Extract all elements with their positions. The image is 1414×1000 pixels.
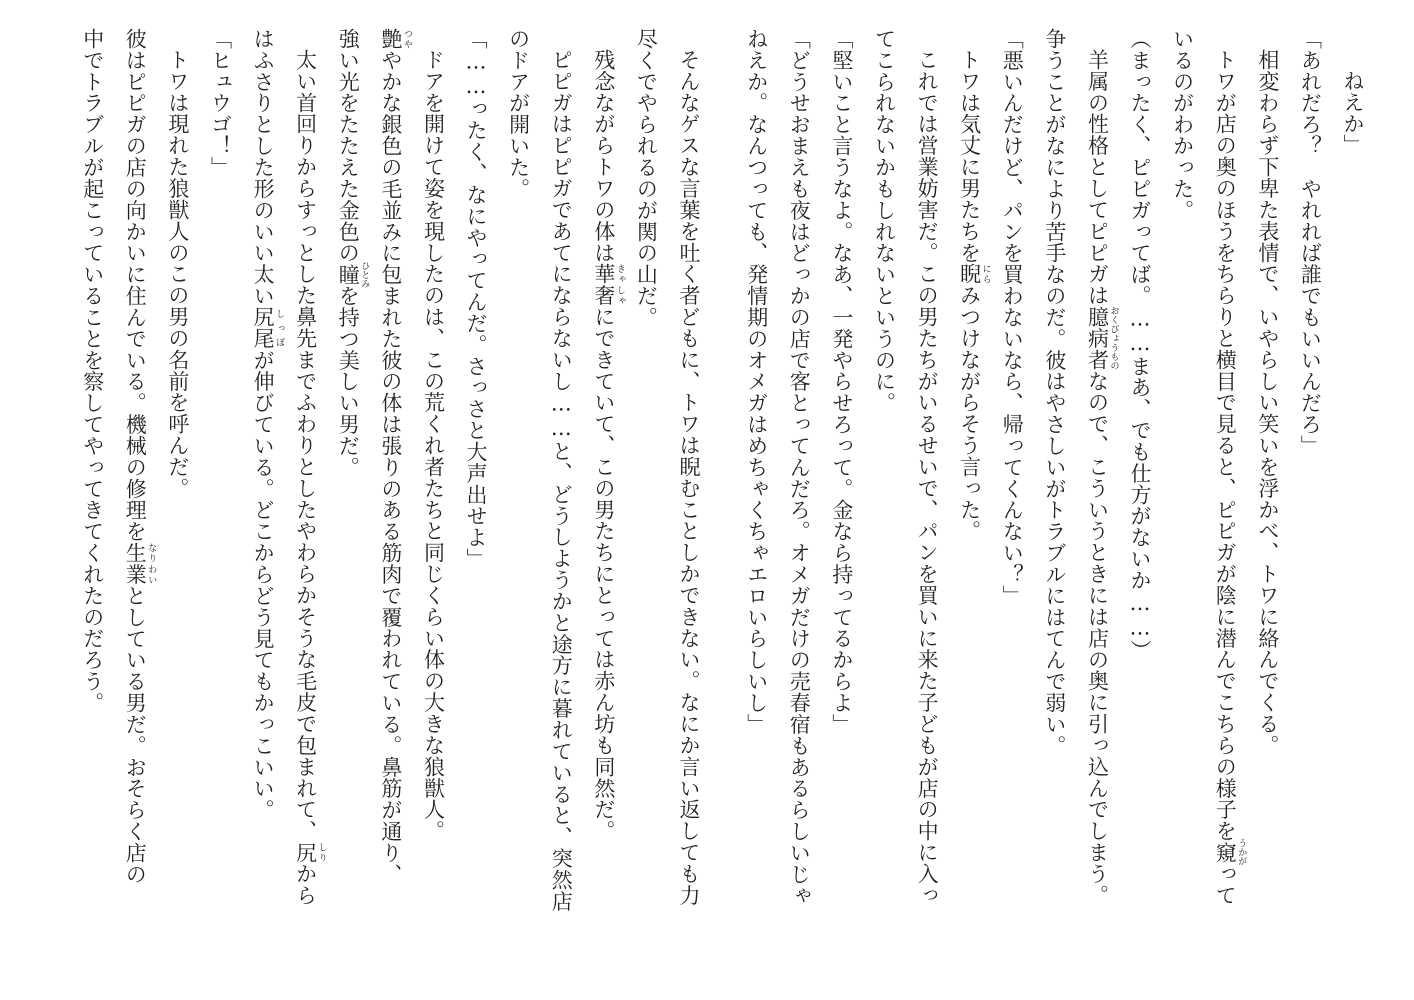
line-text: ねえか」: [1341, 70, 1365, 156]
text-line: [625, 28, 668, 978]
text-line: [863, 28, 906, 978]
line-text: そんなゲスな言葉を吐く者どもに、トワは睨むことしかできない。なにか言い返しても力: [677, 49, 701, 906]
ruby-word: 睨 にら: [957, 263, 991, 285]
text-line: [241, 28, 284, 978]
ruby-word: 華奢 きゃしゃ: [591, 263, 625, 307]
line-text: のドアが開いた。: [506, 28, 531, 200]
line-text: 争うことがなにより苦手なのだ。彼はやさしいがトラブルにはてんで弱い。: [1042, 28, 1067, 757]
ruby-word: 尻尾 しっぽ: [251, 306, 285, 350]
text-line: [582, 28, 625, 978]
text-line: [412, 28, 455, 978]
ruby-word: 尻 しり: [293, 841, 327, 863]
line-text-after: みつけながらそう言った。: [957, 284, 982, 542]
ruby-reading: うかが: [1236, 838, 1247, 866]
ruby-word: 艶 つや: [378, 28, 412, 50]
line-text: 尽くでやられるのが関の山だ。: [634, 28, 659, 328]
line-text: 残念ながらトワの体は: [591, 49, 616, 264]
line-text: 彼はピピガの店の向かいに住んでいる。機械の修理を: [123, 28, 148, 543]
line-text: 「堅いこと言うなよ。なあ、一発やらせろって。金なら持ってるからよ」: [829, 28, 854, 735]
line-text-after: が伸びている。どこからどう見てもかっこいい。: [251, 349, 276, 821]
line-text: （まったく、ピピガってば。……まあ、でも仕方がないか……）: [1128, 28, 1153, 662]
text-line: [156, 28, 199, 978]
text-line: [820, 28, 863, 978]
line-text-after: から: [293, 862, 318, 906]
line-text: ねえか。なんつっても、発情期のオメガはめちゃくちゃエロいらしいし」: [744, 28, 769, 735]
text-line: [1161, 28, 1204, 978]
line-text: 「あれだろ？ やれれば誰でもいいんだろ」: [1298, 28, 1323, 457]
ruby-reading: しり: [316, 841, 327, 863]
line-text: トワは気丈に男たちを: [957, 49, 982, 264]
text-line: [454, 28, 497, 978]
text-line: [905, 28, 948, 978]
text-line: [1204, 28, 1247, 978]
text-line: [1033, 28, 1076, 978]
text-line: [991, 28, 1034, 978]
line-text: 中でトラブルが起こっていることを察してやってきてくれたのだろう。: [80, 28, 105, 714]
ruby-reading: なりわい: [146, 542, 157, 585]
line-text: はふさりとした形のいい太い: [251, 28, 276, 307]
text-line: [667, 28, 710, 978]
line-text-after: やかな銀色の毛並みに包まれた彼の体は張りのある筋肉で覆われている。鼻筋が通り、: [378, 49, 403, 885]
line-text: 「悪いんだけど、パンを買わないなら、帰ってくんない？」: [1000, 28, 1025, 607]
line-text: 太い首回りからすっとした鼻先までふわりとしたやわらかそうな毛皮で包まれて、: [293, 49, 318, 842]
line-text: てこられないかもしれないというのに。: [872, 28, 897, 414]
ruby-reading: ひとみ: [359, 260, 370, 288]
line-text-after: なので、こういうときには店の奥に引っ込んでしまう。: [1085, 370, 1110, 906]
text-line: [369, 28, 412, 978]
line-text-after: としている男だ。おそらく店の: [123, 584, 148, 885]
line-text: いるのがわかった。: [1170, 28, 1195, 221]
text-line: [284, 28, 327, 978]
line-text: 「どうせおまえも夜はどっかの店で客とってんだろ。オメガだけの売春宿もあるらしいじゃ: [787, 28, 812, 907]
text-line: [497, 28, 540, 978]
line-text: トワは現れた狼獣人のこの男の名前を呼んだ。: [165, 49, 190, 499]
ruby-word: 瞳 ひとみ: [336, 260, 370, 288]
line-text: 「ヒュウゴ！」: [208, 28, 233, 178]
right-page: [714, 28, 1374, 978]
text-line: [71, 28, 114, 978]
text-line: [735, 28, 778, 978]
text-line: [327, 28, 370, 978]
line-text: 羊属の性格としてピピガは: [1085, 49, 1110, 307]
line-text: ドアを開けて姿を現したのは、この荒くれ者たちと同じくらい体の大きな狼獣人。: [421, 49, 446, 842]
text-line: [1246, 28, 1289, 978]
line-text: これでは営業妨害だ。この男たちがいるせいで、パンを買いに来た子どもが店の中に入っ: [915, 49, 940, 906]
ruby-word: 窺 うかが: [1213, 838, 1247, 866]
text-line: [1076, 28, 1119, 978]
ruby-reading: きゃしゃ: [614, 263, 625, 307]
text-line: [1331, 28, 1374, 978]
line-text: トワが店の奥のほうをちらりと横目で見ると、ピピガが陰に潜んでこちらの様子を: [1213, 49, 1238, 842]
text-line: [778, 28, 821, 978]
line-text-after: にできていて、この男たちにとっては赤ん坊も同然だ。: [591, 306, 616, 842]
ruby-reading: にら: [980, 263, 991, 285]
ruby-reading: しっぽ: [274, 306, 285, 350]
text-line: [948, 28, 991, 978]
text-line: [540, 28, 583, 978]
line-text: 相変わらず下卑た表情で、いやらしい笑いを浮かべ、トワに絡んでくる。: [1255, 49, 1280, 756]
text-line: [114, 28, 157, 978]
text-line: [1289, 28, 1332, 978]
text-line: [199, 28, 242, 978]
line-text: ピピガはピピガであてにならないし……と、どうしようかと途方に暮れていると、突然店: [549, 49, 574, 912]
ruby-reading: つや: [401, 28, 412, 50]
line-text-after: って: [1213, 862, 1238, 906]
ruby-reading: おくびょうもの: [1108, 306, 1119, 371]
line-text: 「……ったく、なにやってんだ。さっさと大声出せよ」: [464, 28, 489, 570]
ruby-word: 生業 なりわい: [123, 542, 157, 585]
text-line: [1118, 28, 1161, 978]
left-page: [50, 28, 710, 978]
line-text: 強い光をたたえた金色の: [336, 28, 361, 264]
line-text-after: を持つ美しい男だ。: [336, 285, 361, 478]
ruby-word: 臆病者 おくびょうもの: [1085, 306, 1119, 371]
